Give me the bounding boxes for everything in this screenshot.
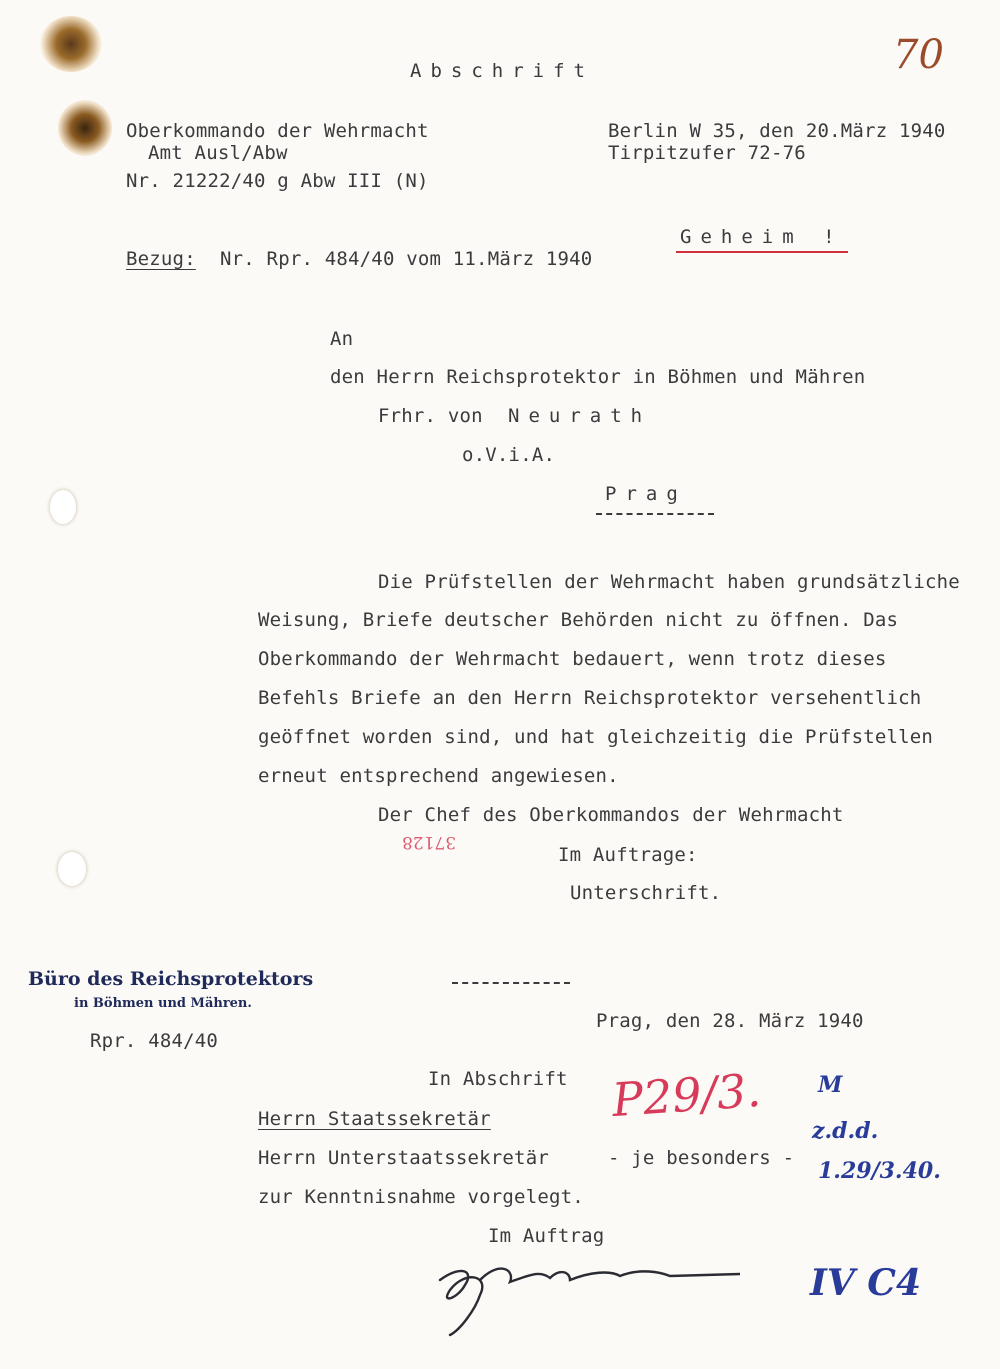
closing-line3: Unterschrift. <box>570 882 722 904</box>
blue-date-annotation: 1.29/3.40. <box>818 1158 941 1184</box>
distribution-line5: Im Auftrag <box>488 1225 605 1247</box>
distribution-line4: zur Kenntnisnahme vorgelegt. <box>258 1186 584 1208</box>
prag-date: Prag, den 28. März 1940 <box>596 1010 864 1032</box>
separator-line <box>452 982 570 984</box>
place-date-line1: Berlin W 35, den 20.März 1940 <box>608 120 946 142</box>
body-line-4: Befehls Briefe an den Herrn Reichsprotektor versehentlich <box>258 687 922 709</box>
addressee-ovia: o.V.i.A. <box>462 444 556 466</box>
body-line-3: Oberkommando der Wehrmacht bedauert, wenn trotz dieses <box>258 648 887 670</box>
rpr-reference: Rpr. 484/40 <box>90 1030 219 1052</box>
blue-code-annotation: IV C4 <box>810 1262 922 1304</box>
red-initial-annotation: P29/3. <box>610 1062 763 1128</box>
place-date-line2: Tirpitzufer 72-76 <box>608 142 806 164</box>
addressee-an: An <box>330 328 354 350</box>
city-underline <box>596 513 714 515</box>
sender-line1: Oberkommando der Wehrmacht <box>126 120 429 142</box>
body-line-6: erneut entsprechend angewiesen. <box>258 765 619 787</box>
distribution-note: - je besonders - <box>608 1147 795 1169</box>
office-stamp-line2: in Böhmen und Mähren. <box>74 996 252 1011</box>
addressee-title: Frhr. von <box>378 405 483 427</box>
sender-line2: Amt Ausl/Abw <box>148 142 288 164</box>
office-stamp-line1: Büro des Reichsprotektors <box>28 968 314 990</box>
bezug-text: Nr. Rpr. 484/40 vom 11.März 1940 <box>220 248 593 270</box>
blue-mark-annotation: M <box>818 1072 843 1098</box>
body-line-5: geöffnet worden sind, und hat gleichzeitig die Prüfstellen <box>258 726 934 748</box>
classification-underline <box>676 251 848 253</box>
distribution-line3: Herrn Unterstaatssekretär <box>258 1147 549 1169</box>
distribution-line1: In Abschrift <box>428 1068 568 1090</box>
classification-label: Geheim ! <box>680 226 844 248</box>
closing-line2: Im Auftrage: <box>558 844 698 866</box>
blue-zdd-annotation: z.d.d. <box>812 1118 879 1144</box>
sender-reference: Nr. 21222/40 g Abw III (N) <box>126 170 429 192</box>
page-number: 70 <box>893 32 944 78</box>
closing-line1: Der Chef des Oberkommandos der Wehrmacht <box>378 804 844 826</box>
burn-mark <box>58 100 112 156</box>
addressee-line2: den Herrn Reichsprotektor in Böhmen und Mähren <box>330 366 866 388</box>
addressee-city: Prag <box>605 483 687 505</box>
number-stamp: 37128 <box>402 832 457 852</box>
punch-hole <box>58 852 86 886</box>
document-title: Abschrift <box>410 60 594 82</box>
addressee-name: Neurath <box>508 405 652 427</box>
signature <box>420 1250 740 1340</box>
body-line-2: Weisung, Briefe deutscher Behörden nicht zu öffnen. Das <box>258 609 899 631</box>
distribution-line2: Herrn Staatssekretär <box>258 1108 491 1130</box>
punch-hole <box>50 490 76 524</box>
body-line-1: Die Prüfstellen der Wehrmacht haben grundsätzliche <box>378 571 960 593</box>
burn-mark <box>40 16 102 72</box>
bezug-label: Bezug: <box>126 248 196 270</box>
